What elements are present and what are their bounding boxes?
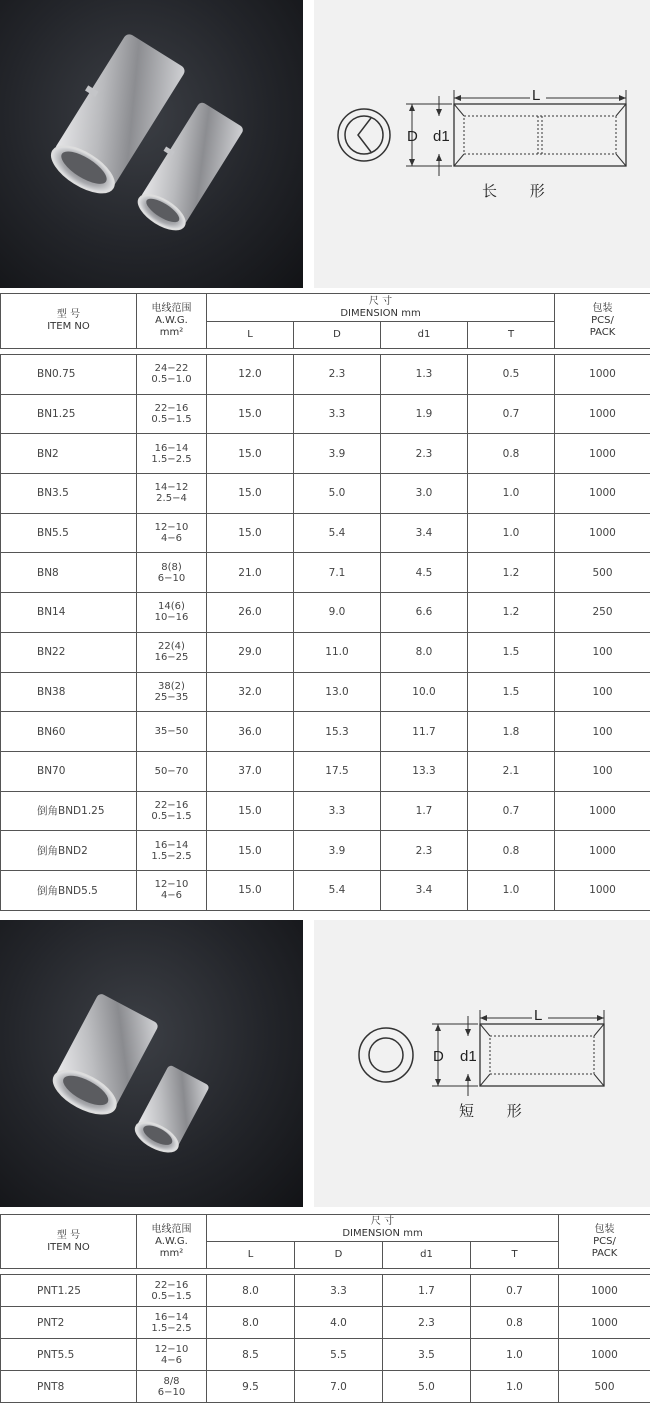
cell-pack: 1000 (555, 355, 650, 395)
cell-L: 8.0 (207, 1307, 295, 1339)
cell-item-no: BN0.75 (1, 355, 137, 395)
cell-item-no: BN60 (1, 712, 137, 752)
header-col-d1: d1 (383, 1242, 471, 1269)
cell-T: 1.0 (471, 1339, 559, 1371)
cell-D: 7.1 (294, 553, 381, 593)
cell-d1: 11.7 (381, 712, 468, 752)
cell-T: 1.2 (468, 553, 555, 593)
cell-D: 15.3 (294, 712, 381, 752)
cell-wire-range: 12−10 4−6 (137, 1339, 207, 1371)
cell-D: 3.3 (294, 394, 381, 434)
table-row (1, 1275, 650, 1307)
cell-T: 1.0 (471, 1371, 559, 1403)
cell-D: 9.0 (294, 593, 381, 633)
cell-T: 1.0 (468, 513, 555, 553)
cell-item-no: BN70 (1, 751, 137, 791)
cell-L: 26.0 (207, 593, 294, 633)
cell-pack: 1000 (559, 1275, 650, 1307)
cell-L: 15.0 (207, 791, 294, 831)
cell-D: 7.0 (295, 1371, 383, 1403)
cell-item-no: BN14 (1, 593, 137, 633)
cell-L: 15.0 (207, 394, 294, 434)
cell-T: 1.8 (468, 712, 555, 752)
cell-item-no: BN38 (1, 672, 137, 712)
cell-d1: 3.4 (381, 513, 468, 553)
label-D: D (407, 128, 418, 145)
cell-wire-range: 22−16 0.5−1.5 (137, 1275, 207, 1307)
table-row (1, 751, 650, 791)
cell-pack: 100 (555, 751, 650, 791)
cell-d1: 13.3 (381, 751, 468, 791)
cell-wire-range: 8(8) 6−10 (137, 553, 207, 593)
table-row (1, 1339, 650, 1371)
cell-wire-range: 14(6) 10−16 (137, 593, 207, 633)
cell-wire-range: 16−14 1.5−2.5 (137, 1307, 207, 1339)
long-connector-drawing (314, 0, 650, 288)
cell-d1: 1.7 (383, 1275, 471, 1307)
cell-T: 0.8 (471, 1307, 559, 1339)
header-col-L: L (207, 322, 294, 349)
header-col-T: T (468, 322, 555, 349)
cell-pack: 1000 (555, 831, 650, 871)
cell-item-no: BN1.25 (1, 394, 137, 434)
header-pack: 包装 PCS/ PACK (555, 294, 650, 349)
header-col-T: T (471, 1242, 559, 1269)
cell-pack: 1000 (555, 513, 650, 553)
table-row (1, 394, 650, 434)
cell-T: 1.5 (468, 632, 555, 672)
cell-T: 0.7 (468, 791, 555, 831)
cell-wire-range: 24−22 0.5−1.0 (137, 355, 207, 395)
cell-T: 1.5 (468, 672, 555, 712)
cell-d1: 3.4 (381, 870, 468, 910)
label-D: D (433, 1048, 444, 1065)
long-type-caption: 长 形 (482, 182, 559, 200)
cell-D: 3.9 (294, 434, 381, 474)
cell-L: 15.0 (207, 474, 294, 514)
short-type-caption: 短 形 (459, 1102, 536, 1120)
cell-L: 36.0 (207, 712, 294, 752)
cell-T: 0.8 (468, 434, 555, 474)
cell-item-no: BN8 (1, 553, 137, 593)
cell-d1: 1.9 (381, 394, 468, 434)
cell-pack: 1000 (555, 434, 650, 474)
table-row (1, 434, 650, 474)
label-L: L (532, 87, 541, 104)
header-wire-range: 电线范围 A.W.G. mm² (137, 1215, 207, 1269)
cell-item-no: PNT2 (1, 1307, 137, 1339)
cell-pack: 1000 (559, 1339, 650, 1371)
cell-d1: 2.3 (383, 1307, 471, 1339)
header-col-D: D (295, 1242, 383, 1269)
cell-d1: 1.3 (381, 355, 468, 395)
cell-d1: 5.0 (383, 1371, 471, 1403)
cell-wire-range: 35−50 (137, 712, 207, 752)
cell-L: 9.5 (207, 1371, 295, 1403)
cell-T: 1.0 (468, 474, 555, 514)
table-row (1, 672, 650, 712)
cell-wire-range: 12−10 4−6 (137, 513, 207, 553)
cell-L: 8.5 (207, 1339, 295, 1371)
cell-d1: 1.7 (381, 791, 468, 831)
cell-T: 0.7 (468, 394, 555, 434)
table-row (1, 870, 650, 910)
table-row (1, 1371, 650, 1403)
cell-T: 1.0 (468, 870, 555, 910)
cell-pack: 500 (555, 553, 650, 593)
cell-D: 17.5 (294, 751, 381, 791)
cell-wire-range: 38(2) 25−35 (137, 672, 207, 712)
header-dimension: 尺 寸 DIMENSION mm (207, 1215, 559, 1242)
product-photo-long (0, 0, 303, 288)
cell-item-no: BN3.5 (1, 474, 137, 514)
cell-pack: 100 (555, 712, 650, 752)
table-row (1, 593, 650, 633)
cell-T: 1.2 (468, 593, 555, 633)
cell-L: 32.0 (207, 672, 294, 712)
butt-connector-long-image (0, 0, 303, 288)
cell-wire-range: 16−14 1.5−2.5 (137, 831, 207, 871)
cell-pack: 1000 (555, 791, 650, 831)
cell-L: 15.0 (207, 831, 294, 871)
cell-T: 0.7 (471, 1275, 559, 1307)
cell-item-no: 倒角BND1.25 (1, 791, 137, 831)
cell-item-no: PNT5.5 (1, 1339, 137, 1371)
cell-L: 15.0 (207, 870, 294, 910)
cell-d1: 2.3 (381, 434, 468, 474)
cell-wire-range: 22(4) 16−25 (137, 632, 207, 672)
header-col-d1: d1 (381, 322, 468, 349)
cell-item-no: 倒角BND2 (1, 831, 137, 871)
cell-D: 4.0 (295, 1307, 383, 1339)
cell-pack: 1000 (555, 474, 650, 514)
label-d1: d1 (460, 1048, 477, 1065)
cell-wire-range: 22−16 0.5−1.5 (137, 394, 207, 434)
cell-D: 3.3 (295, 1275, 383, 1307)
cell-d1: 3.0 (381, 474, 468, 514)
cell-pack: 1000 (559, 1307, 650, 1339)
cell-T: 2.1 (468, 751, 555, 791)
cell-wire-range: 22−16 0.5−1.5 (137, 791, 207, 831)
cell-pack: 100 (555, 632, 650, 672)
table-row (1, 513, 650, 553)
cell-item-no: PNT8 (1, 1371, 137, 1403)
cell-wire-range: 16−14 1.5−2.5 (137, 434, 207, 474)
cell-L: 15.0 (207, 513, 294, 553)
table-row (1, 791, 650, 831)
table-row (1, 712, 650, 752)
cell-L: 29.0 (207, 632, 294, 672)
spec-table-long (0, 293, 650, 911)
header-item-no: 型 号 ITEM NO (1, 294, 137, 349)
cell-item-no: PNT1.25 (1, 1275, 137, 1307)
cell-item-no: BN22 (1, 632, 137, 672)
cell-L: 12.0 (207, 355, 294, 395)
cell-d1: 3.5 (383, 1339, 471, 1371)
label-d1: d1 (433, 128, 450, 145)
cell-wire-range: 8/8 6−10 (137, 1371, 207, 1403)
cell-D: 2.3 (294, 355, 381, 395)
header-col-L: L (207, 1242, 295, 1269)
cell-D: 5.0 (294, 474, 381, 514)
header-item-no: 型 号 ITEM NO (1, 1215, 137, 1269)
cell-pack: 1000 (555, 870, 650, 910)
header-dimension: 尺 寸 DIMENSION mm (207, 294, 555, 322)
table-row (1, 831, 650, 871)
cell-D: 11.0 (294, 632, 381, 672)
table-row (1, 553, 650, 593)
cell-D: 5.4 (294, 870, 381, 910)
cell-d1: 8.0 (381, 632, 468, 672)
dimension-diagram-short (314, 920, 650, 1207)
table-row (1, 474, 650, 514)
header-wire-range: 电线范围 A.W.G. mm² (137, 294, 207, 349)
cell-pack: 100 (555, 672, 650, 712)
cell-pack: 1000 (555, 394, 650, 434)
cell-item-no: 倒角BND5.5 (1, 870, 137, 910)
cell-d1: 6.6 (381, 593, 468, 633)
cell-D: 3.9 (294, 831, 381, 871)
cell-L: 37.0 (207, 751, 294, 791)
cell-item-no: BN2 (1, 434, 137, 474)
short-connector-drawing (314, 920, 650, 1207)
cell-d1: 10.0 (381, 672, 468, 712)
table-row (1, 632, 650, 672)
cell-pack: 500 (559, 1371, 650, 1403)
spec-table-short (0, 1214, 650, 1403)
header-col-D: D (294, 322, 381, 349)
table-row (1, 1307, 650, 1339)
cell-L: 21.0 (207, 553, 294, 593)
cell-D: 5.4 (294, 513, 381, 553)
cell-wire-range: 14−12 2.5−4 (137, 474, 207, 514)
butt-connector-short-image (0, 920, 303, 1207)
cell-d1: 4.5 (381, 553, 468, 593)
cell-T: 0.5 (468, 355, 555, 395)
cell-T: 0.8 (468, 831, 555, 871)
cell-pack: 250 (555, 593, 650, 633)
label-L: L (534, 1007, 543, 1024)
cell-D: 5.5 (295, 1339, 383, 1371)
cell-D: 13.0 (294, 672, 381, 712)
dimension-diagram-long (314, 0, 650, 288)
cell-L: 15.0 (207, 434, 294, 474)
cell-d1: 2.3 (381, 831, 468, 871)
cell-wire-range: 12−10 4−6 (137, 870, 207, 910)
cell-L: 8.0 (207, 1275, 295, 1307)
header-pack: 包装 PCS/ PACK (559, 1215, 650, 1269)
cell-wire-range: 50−70 (137, 751, 207, 791)
table-row (1, 355, 650, 395)
cell-D: 3.3 (294, 791, 381, 831)
product-photo-short (0, 920, 303, 1207)
cell-item-no: BN5.5 (1, 513, 137, 553)
